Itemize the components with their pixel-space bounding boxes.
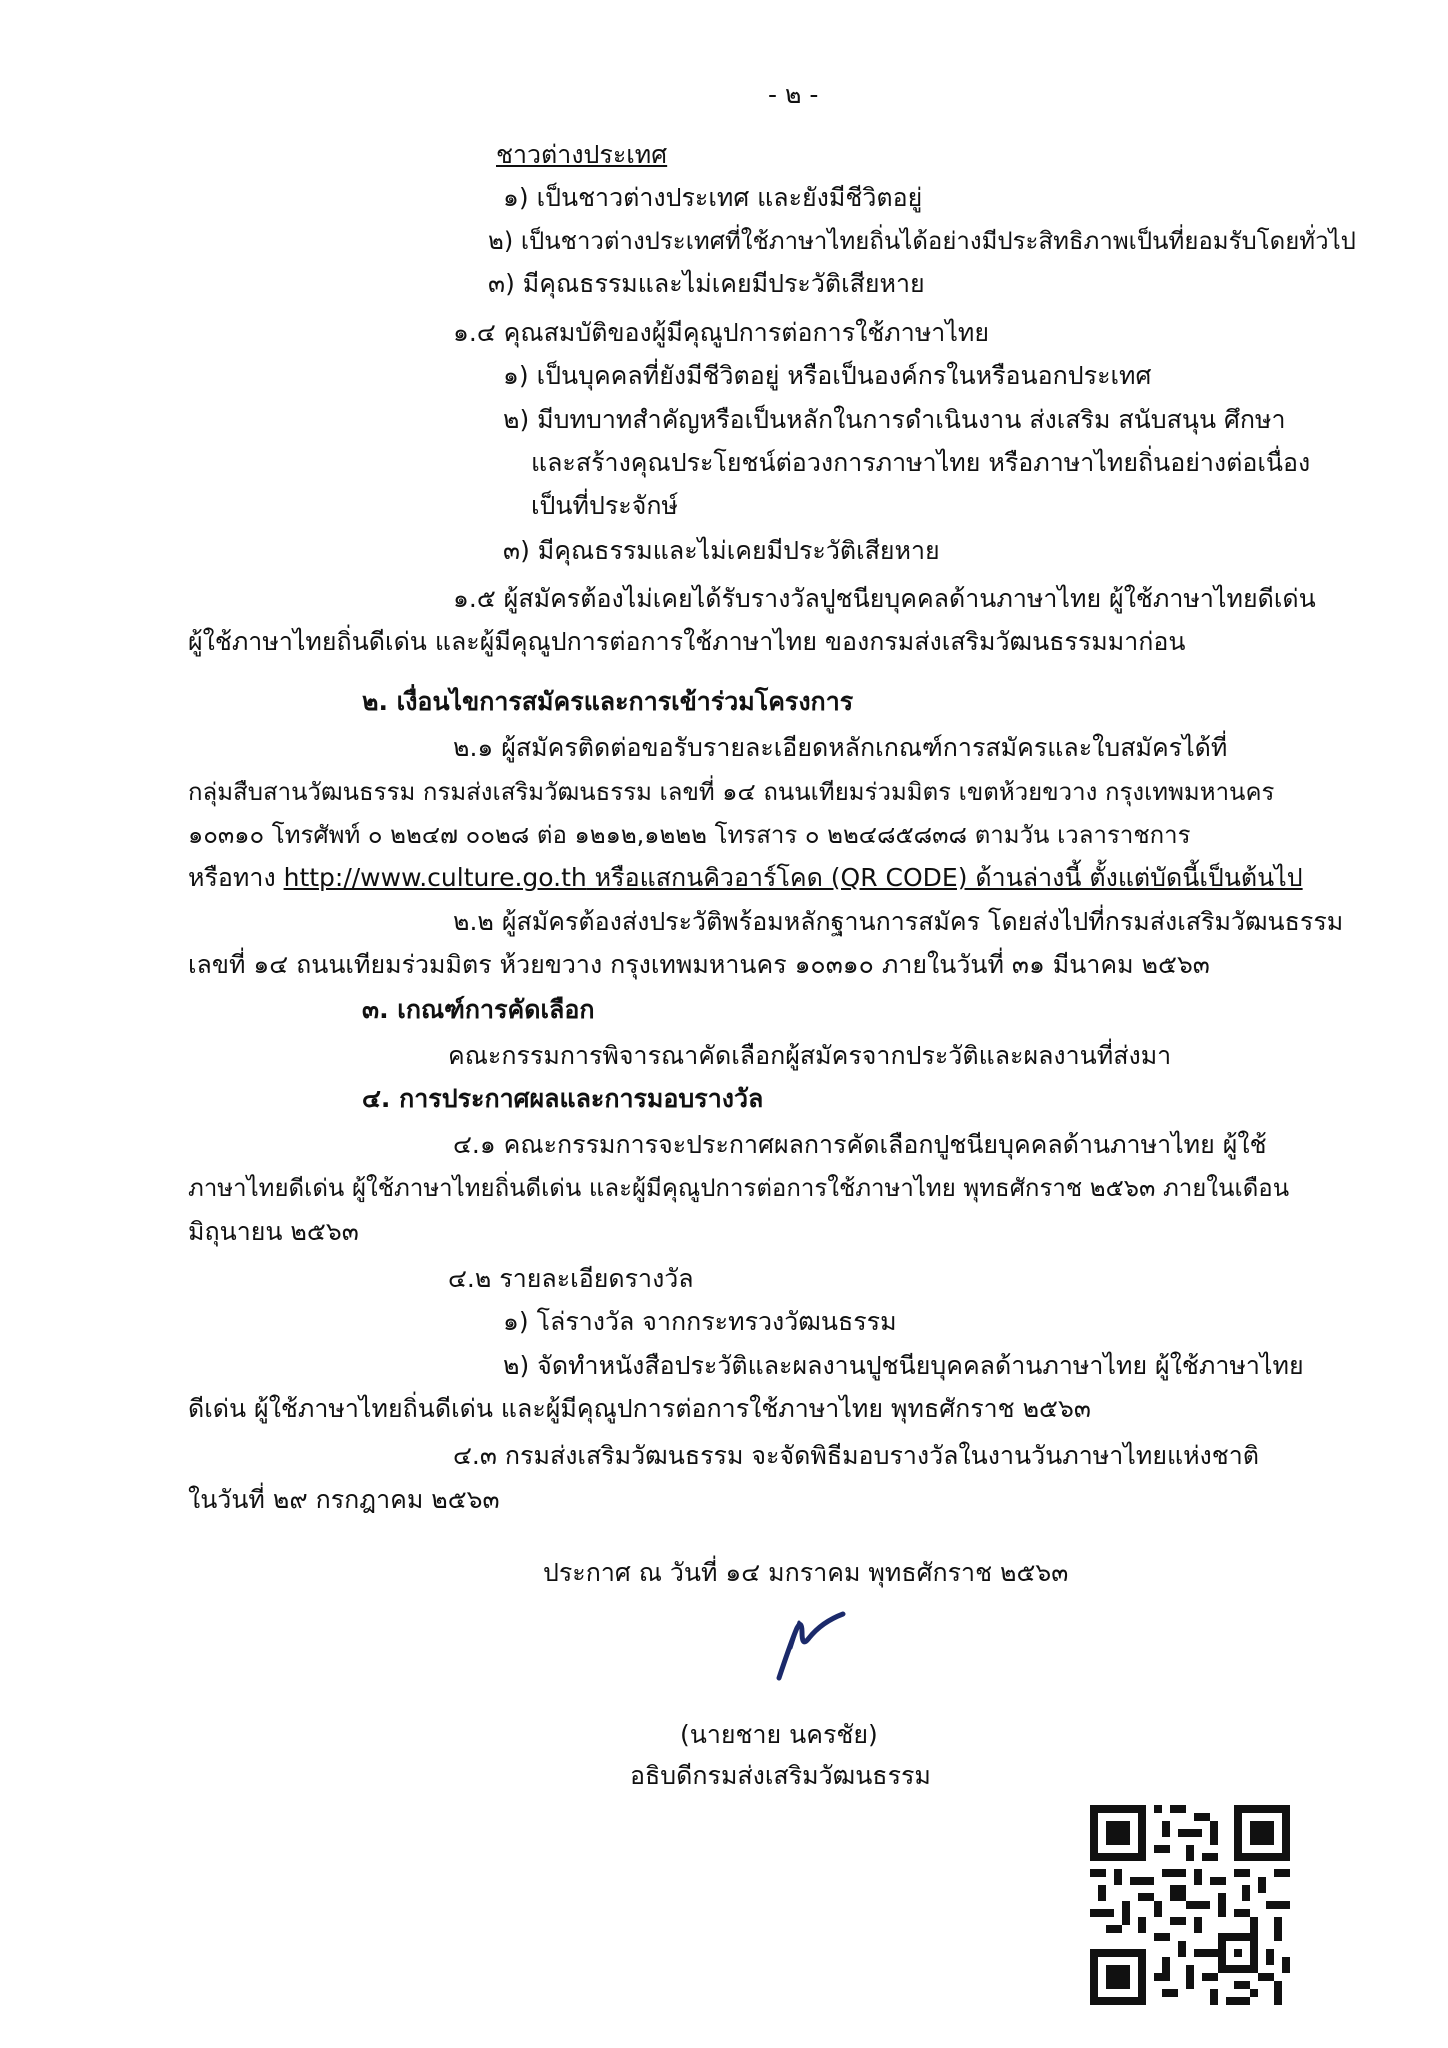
section-4-3-line-1: ๔.๓ กรมส่งเสริมวัฒนธรรม จะจัดพิธีมอบรางวัลในงานวันภาษาไทยแห่งชาติ xyxy=(453,1441,1260,1470)
section-3-body: คณะกรรมการพิจารณาคัดเลือกผู้สมัครจากประวัติและผลงานที่ส่งมา xyxy=(448,1041,1172,1070)
section-2-2-line-1: ๒.๒ ผู้สมัครต้องส่งประวัติพร้อมหลักฐานการสมัคร โดยส่งไปที่กรมส่งเสริมวัฒนธรรม xyxy=(453,907,1344,936)
section-1-4-item-3: ๓) มีคุณธรรมและไม่เคยมีประวัติเสียหาย xyxy=(503,536,940,565)
page-number: - ๒ - xyxy=(768,80,819,109)
section-1-4-item-2-line-2: และสร้างคุณประโยชน์ต่อวงการภาษาไทย หรือภาษาไทยถิ่นอย่างต่อเนื่อง xyxy=(531,448,1311,477)
section-1-5-line-1: ๑.๕ ผู้สมัครต้องไม่เคยได้รับรางวัลปูชนียบุคคลด้านภาษาไทย ผู้ใช้ภาษาไทยดีเด่น xyxy=(453,584,1316,613)
foreigners-item-1: ๑) เป็นชาวต่างประเทศ และยังมีชีวิตอยู่ xyxy=(503,183,923,212)
section-2-heading: ๒. เงื่อนไขการสมัครและการเข้าร่วมโครงการ xyxy=(362,687,854,716)
section-1-5-line-2: ผู้ใช้ภาษาไทยถิ่นดีเด่น และผู้มีคุณูปการต่อการใช้ภาษาไทย ของกรมส่งเสริมวัฒนธรรมมาก่อน xyxy=(188,627,1186,656)
section-2-1-line-4 xyxy=(188,863,1303,893)
signer-title: อธิบดีกรมส่งเสริมวัฒนธรรม xyxy=(630,1761,931,1790)
section-4-2-item-2-line-2: ดีเด่น ผู้ใช้ภาษาไทยถิ่นดีเด่น และผู้มีคุณูปการต่อการใช้ภาษาไทย พุทธศักราช ๒๕๖๓ xyxy=(188,1394,1091,1423)
section-1-4-heading: ๑.๔ คุณสมบัติของผู้มีคุณูปการต่อการใช้ภาษาไทย xyxy=(453,318,990,347)
section-4-1-line-1: ๔.๑ คณะกรรมการจะประกาศผลการคัดเลือกปูชนียบุคคลด้านภาษาไทย ผู้ใช้ xyxy=(453,1130,1267,1159)
section-2-1-line-2: กลุ่มสืบสานวัฒนธรรม กรมส่งเสริมวัฒนธรรม เลขที่ ๑๔ ถนนเทียมร่วมมิตร เขตห้วยขวาง กรุงเทพมหานคร xyxy=(188,778,1275,806)
section-4-1-line-2: ภาษาไทยดีเด่น ผู้ใช้ภาษาไทยถิ่นดีเด่น และผู้มีคุณูปการต่อการใช้ภาษาไทย พุทธศักราช ๒๕๖๓ ภายในเดือน xyxy=(188,1174,1290,1202)
announcement-date: ประกาศ ณ วันที่ ๑๔ มกราคม พุทธศักราช ๒๕๖๓ xyxy=(543,1558,1069,1587)
section-3-heading: ๓. เกณฑ์การคัดเลือก xyxy=(362,995,595,1024)
qr-code[interactable] xyxy=(1090,1805,1290,2005)
section-4-2-item-1: ๑) โล่รางวัล จากกระทรวงวัฒนธรรม xyxy=(503,1307,897,1336)
culture-website-link[interactable]: http://www.culture.go.th xyxy=(283,863,587,892)
section-2-2-line-2: เลขที่ ๑๔ ถนนเทียมร่วมมิตร ห้วยขวาง กรุงเทพมหานคร ๑๐๓๑๐ ภายในวันที่ ๓๑ มีนาคม ๒๕๖๓ xyxy=(188,950,1210,979)
section-1-4-item-2-line-3: เป็นที่ประจักษ์ xyxy=(531,491,678,520)
section-4-3-line-2: ในวันที่ ๒๙ กรกฎาคม ๒๕๖๓ xyxy=(188,1485,500,1514)
section-2-1-line-4-suffix: หรือแสกนคิวอาร์โคด (QR CODE) ด้านล่างนี้ ตั้งแต่บัดนี้เป็นต้นไป xyxy=(586,863,1303,892)
section-4-1-line-3: มิถุนายน ๒๕๖๓ xyxy=(188,1217,359,1246)
section-4-heading: ๔. การประกาศผลและการมอบรางวัล xyxy=(362,1084,764,1113)
section-1-4-item-2-line-1: ๒) มีบทบาทสำคัญหรือเป็นหลักในการดำเนินงาน ส่งเสริม สนับสนุน ศึกษา xyxy=(503,405,1286,434)
signature xyxy=(755,1600,865,1690)
section-2-1-line-1: ๒.๑ ผู้สมัครติดต่อขอรับรายละเอียดหลักเกณฑ์การสมัครและใบสมัครได้ที่ xyxy=(453,733,1228,762)
section-2-1-line-3: ๑๐๓๑๐ โทรศัพท์ ๐ ๒๒๔๗ ๐๐๒๘ ต่อ ๑๒๑๒,๑๒๒๒ โทรสาร ๐ ๒๒๔๘๕๘๓๘ ตามวัน เวลาราชการ xyxy=(188,821,1191,849)
section-2-1-line-4-prefix: หรือทาง xyxy=(188,863,284,892)
section-1-4-item-1: ๑) เป็นบุคคลที่ยังมีชีวิตอยู่ หรือเป็นองค์กรในหรือนอกประเทศ xyxy=(503,361,1152,390)
section-4-2-item-2-line-1: ๒) จัดทำหนังสือประวัติและผลงานปูชนียบุคคลด้านภาษาไทย ผู้ใช้ภาษาไทย xyxy=(503,1351,1304,1380)
foreigners-item-3: ๓) มีคุณธรรมและไม่เคยมีประวัติเสียหาย xyxy=(488,269,925,298)
foreigners-item-2: ๒) เป็นชาวต่างประเทศที่ใช้ภาษาไทยถิ่นได้อย่างมีประสิทธิภาพเป็นที่ยอมรับโดยทั่วไป xyxy=(488,227,1356,255)
signer-name: (นายชาย นครชัย) xyxy=(680,1720,878,1749)
foreigners-heading: ชาวต่างประเทศ xyxy=(496,140,668,169)
section-4-2-heading: ๔.๒ รายละเอียดรางวัล xyxy=(448,1264,694,1293)
